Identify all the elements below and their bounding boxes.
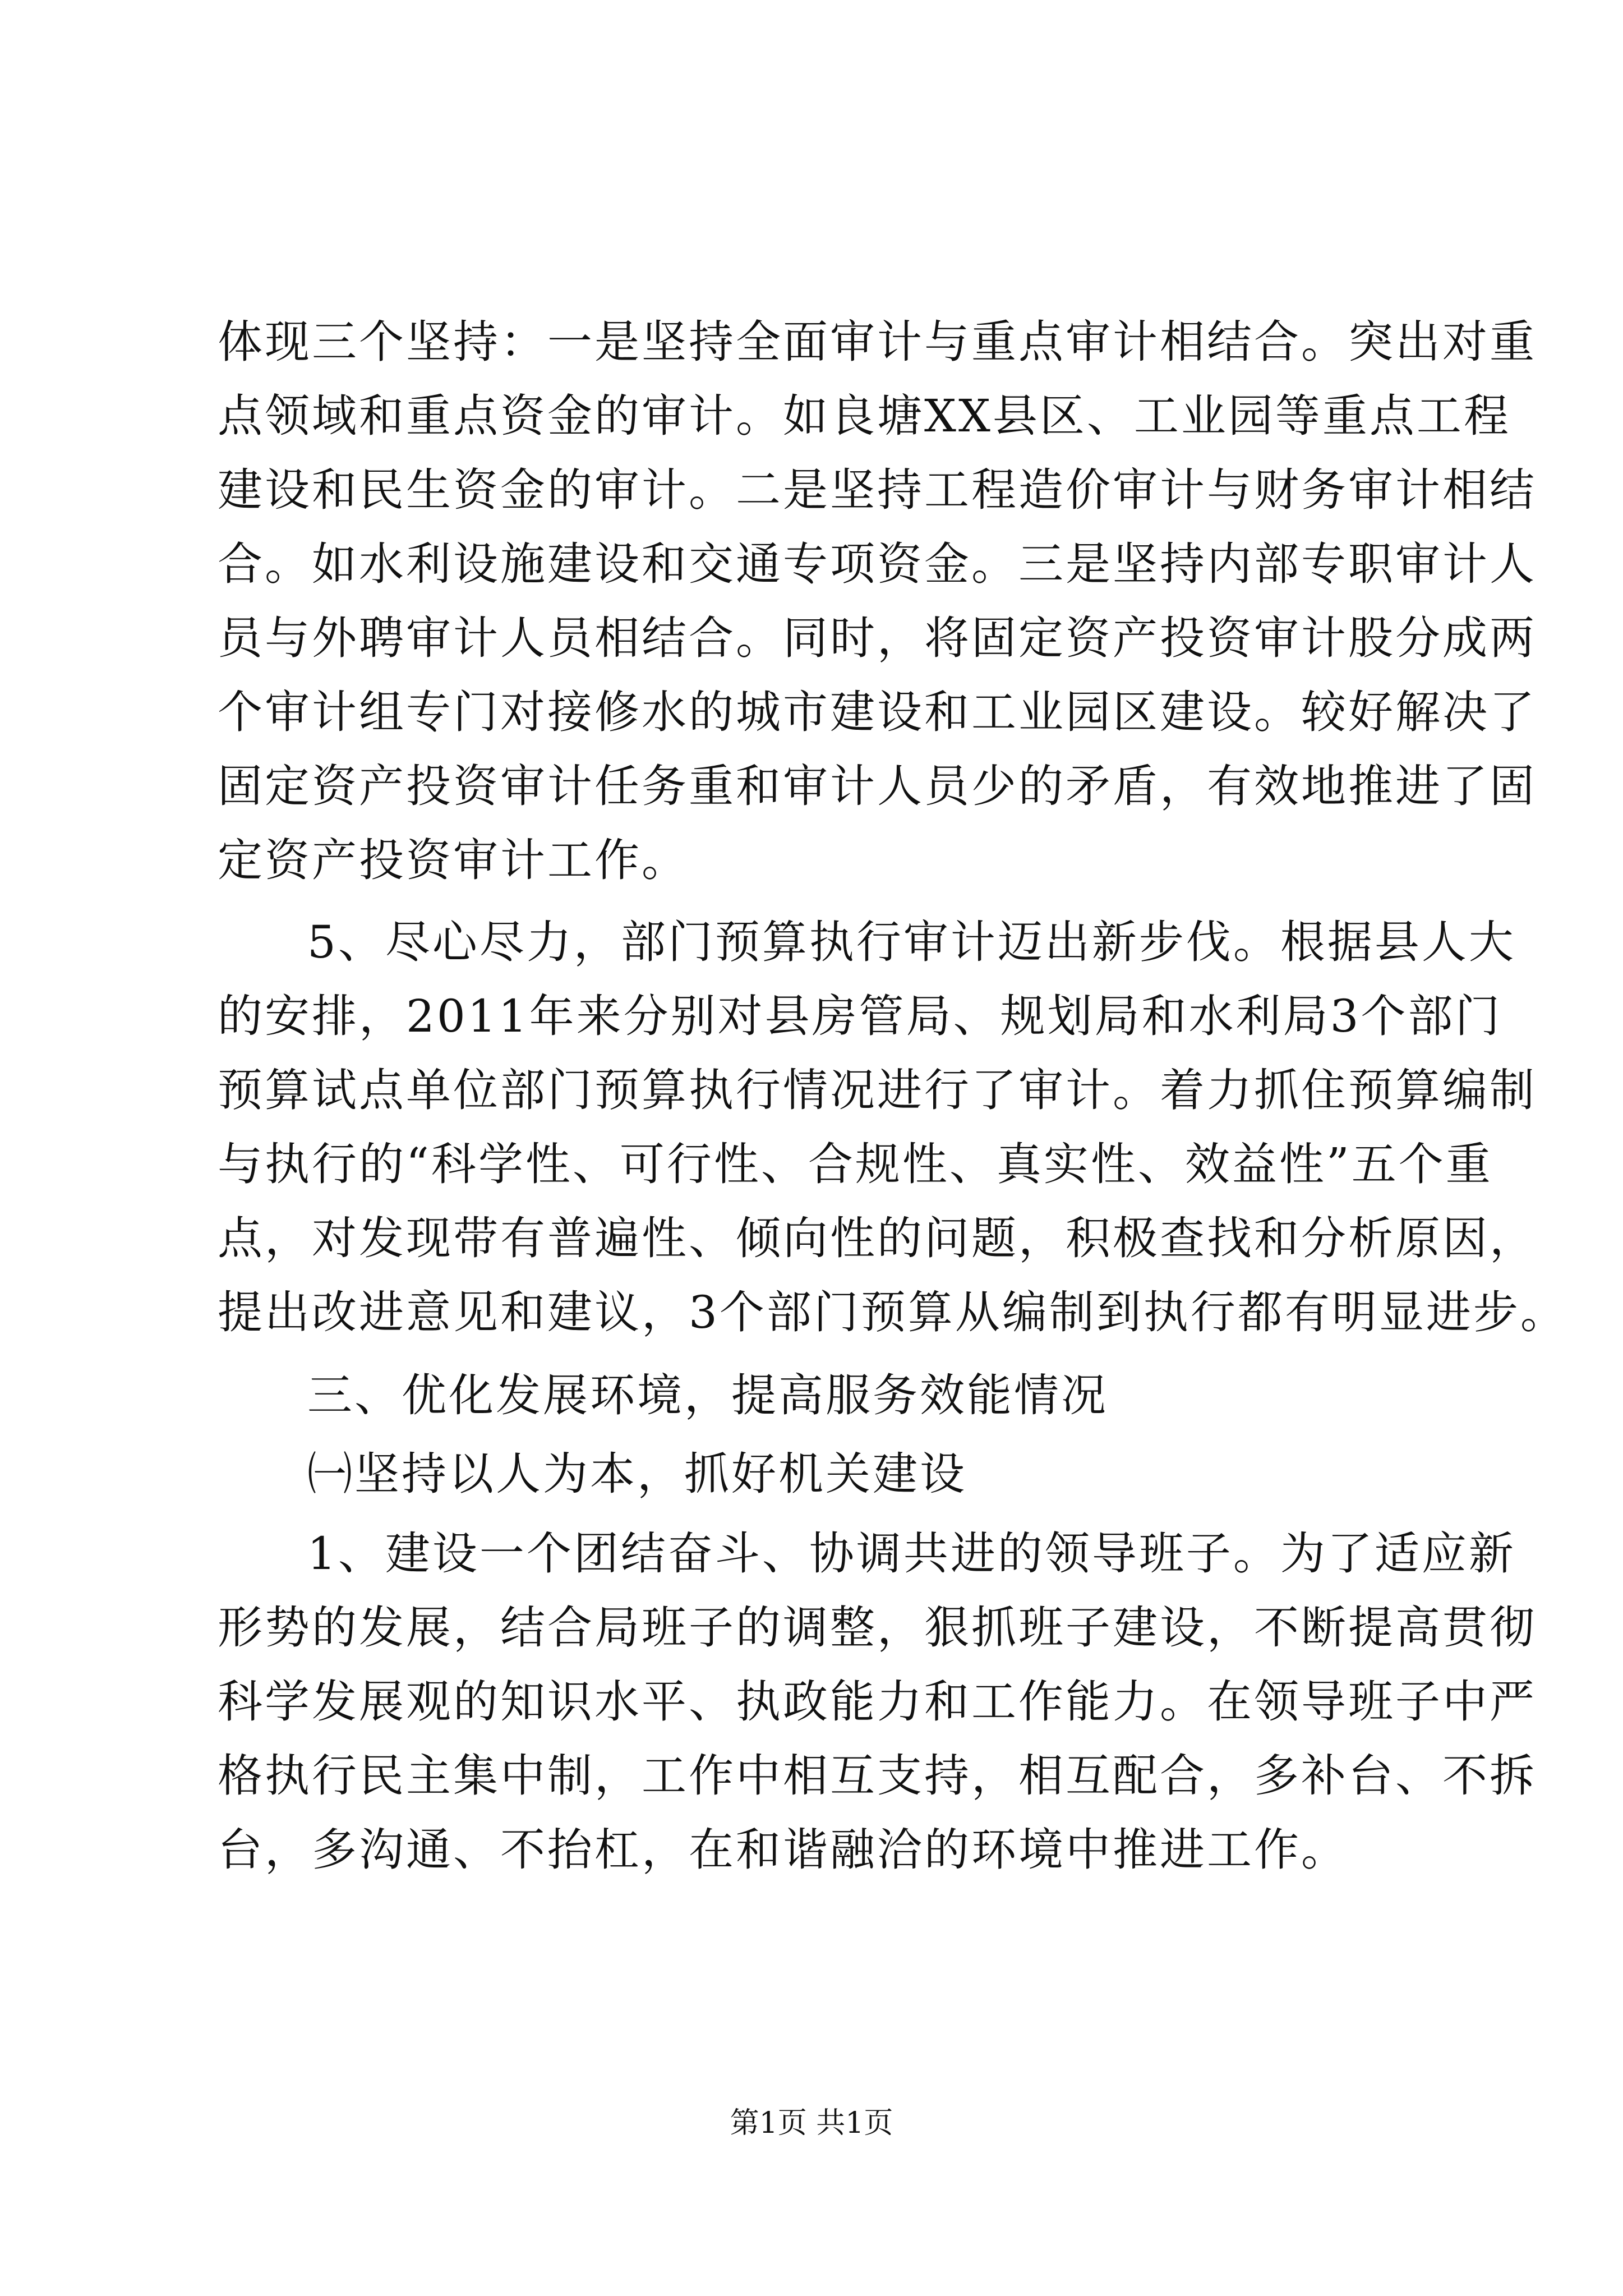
- body-text-line: 定资产投资审计工作。: [218, 834, 689, 886]
- page-footer: 第1页 共1页: [730, 2106, 893, 2140]
- section-heading: 三、优化发展环境，提高服务效能情况: [307, 1369, 1108, 1421]
- body-text-line: 个审计组专门对接修水的城市建设和工业园区建设。较好解决了: [218, 686, 1537, 738]
- body-text-line: 格执行民主集中制，工作中相互支持，相互配合，多补台、不拆: [218, 1750, 1537, 1802]
- body-text-line: 预算试点单位部门预算执行情况进行了审计。着力抓住预算编制: [218, 1064, 1537, 1116]
- paragraph-first-line: 5、尽心尽力，部门预算执行审计迈出新步伐。根据县人大: [307, 916, 1516, 968]
- body-text-line: 固定资产投资审计任务重和审计人员少的矛盾，有效地推进了固: [218, 760, 1537, 812]
- body-text-line: 体现三个坚持：一是坚持全面审计与重点审计相结合。突出对重: [218, 316, 1537, 368]
- body-text-line: 科学发展观的知识水平、执政能力和工作能力。在领导班子中严: [218, 1676, 1537, 1728]
- body-text-line: 的安排，2011年来分别对县房管局、规划局和水利局3个部门: [218, 990, 1502, 1042]
- body-text-line: 点领域和重点资金的审计。如良塘XX县区、工业园等重点工程: [218, 390, 1511, 442]
- body-text-line: 建设和民生资金的审计。二是坚持工程造价审计与财务审计相结: [218, 464, 1537, 516]
- body-text-line: 与执行的“科学性、可行性、合规性、真实性、效益性”五个重: [218, 1138, 1493, 1190]
- body-text-line: 合。如水利设施建设和交通专项资金。三是坚持内部专职审计人: [218, 538, 1537, 590]
- body-text-line: 提出改进意见和建议，3个部门预算从编制到执行都有明显进步。: [218, 1286, 1567, 1338]
- paragraph-first-line: 1、建设一个团结奋斗、协调共进的领导班子。为了适应新: [307, 1527, 1516, 1580]
- body-text-line: 台，多沟通、不抬杠，在和谐融洽的环境中推进工作。: [218, 1824, 1348, 1876]
- subsection-heading: ㈠坚持以人为本，抓好机关建设: [307, 1448, 967, 1500]
- body-text-line: 员与外聘审计人员相结合。同时，将固定资产投资审计股分成两: [218, 612, 1537, 664]
- body-text-line: 点，对发现带有普遍性、倾向性的问题，积极查找和分析原因，: [218, 1212, 1537, 1264]
- body-text-line: 形势的发展，结合局班子的调整，狠抓班子建设，不断提高贯彻: [218, 1602, 1537, 1654]
